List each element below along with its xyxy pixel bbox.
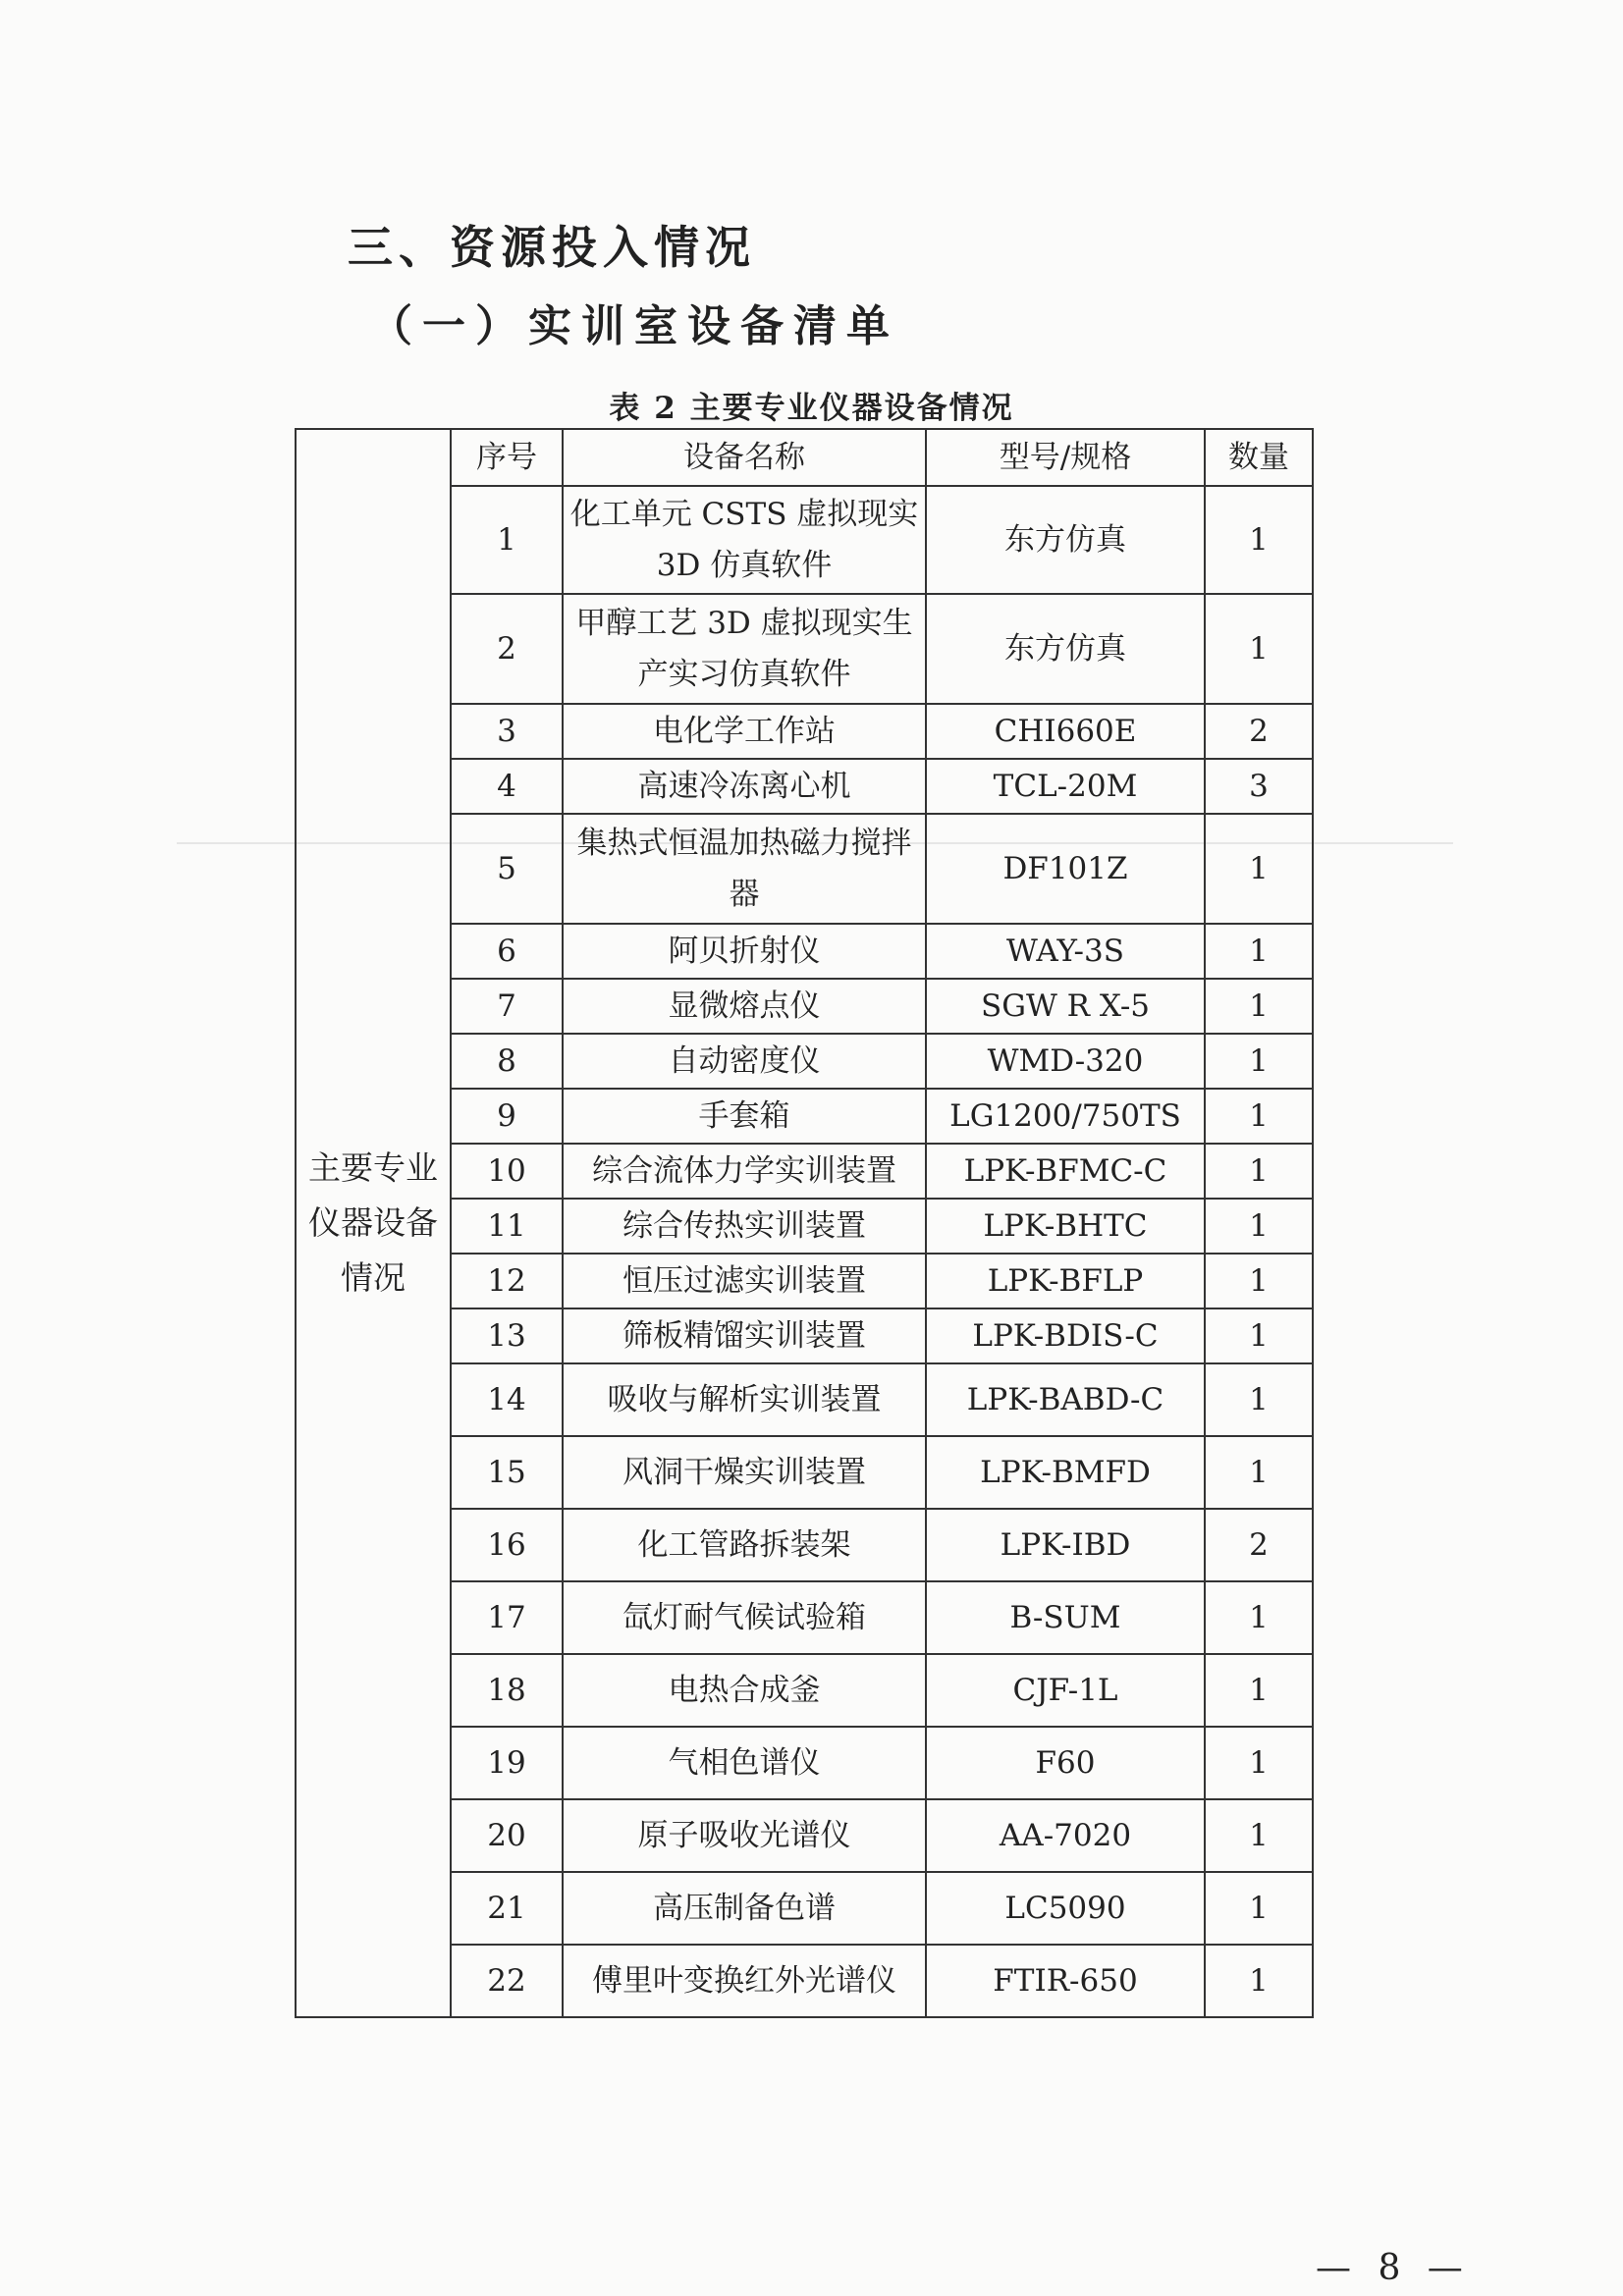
equipment-name: 综合流体力学实训装置 [563, 1144, 926, 1199]
quantity: 1 [1205, 1089, 1313, 1144]
model-spec: LG1200/750TS [926, 1089, 1205, 1144]
model-spec: F60 [926, 1727, 1205, 1799]
quantity: 1 [1205, 1581, 1313, 1654]
row-number: 13 [451, 1308, 563, 1363]
model-spec: LPK-BABD-C [926, 1363, 1205, 1436]
row-number: 4 [451, 759, 563, 814]
equipment-name: 风洞干燥实训装置 [563, 1436, 926, 1509]
equipment-name: 傅里叶变换红外光谱仪 [563, 1945, 926, 2017]
column-header-qty: 数量 [1205, 429, 1313, 486]
model-spec: CJF-1L [926, 1654, 1205, 1727]
model-spec: CHI660E [926, 704, 1205, 759]
subsection-heading: （一）实训室设备清单 [369, 301, 899, 351]
row-number: 18 [451, 1654, 563, 1727]
model-spec: LPK-BHTC [926, 1199, 1205, 1254]
quantity: 1 [1205, 594, 1313, 704]
quantity: 1 [1205, 1144, 1313, 1199]
model-spec: LPK-BFMC-C [926, 1144, 1205, 1199]
equipment-name: 集热式恒温加热磁力搅拌器 [563, 814, 926, 924]
quantity: 1 [1205, 1436, 1313, 1509]
equipment-name: 阿贝折射仪 [563, 924, 926, 979]
equipment-name: 甲醇工艺 3D 虚拟现实生产实习仿真软件 [563, 594, 926, 704]
column-header-model: 型号/规格 [926, 429, 1205, 486]
model-spec: LPK-BMFD [926, 1436, 1205, 1509]
quantity: 1 [1205, 1199, 1313, 1254]
model-spec: LC5090 [926, 1872, 1205, 1945]
quantity: 1 [1205, 1363, 1313, 1436]
model-spec: AA-7020 [926, 1799, 1205, 1872]
equipment-name: 综合传热实训装置 [563, 1199, 926, 1254]
row-number: 12 [451, 1254, 563, 1308]
equipment-name: 电化学工作站 [563, 704, 926, 759]
row-number: 8 [451, 1034, 563, 1089]
equipment-name: 恒压过滤实训装置 [563, 1254, 926, 1308]
row-number: 5 [451, 814, 563, 924]
equipment-name: 化工管路拆装架 [563, 1509, 926, 1581]
row-number: 16 [451, 1509, 563, 1581]
quantity: 1 [1205, 1872, 1313, 1945]
model-spec: SGW R X-5 [926, 979, 1205, 1034]
equipment-name: 气相色谱仪 [563, 1727, 926, 1799]
row-number: 11 [451, 1199, 563, 1254]
equipment-name: 电热合成釜 [563, 1654, 926, 1727]
quantity: 1 [1205, 979, 1313, 1034]
section-heading: 三、资源投入情况 [348, 221, 756, 274]
row-number: 19 [451, 1727, 563, 1799]
model-spec: 东方仿真 [926, 486, 1205, 594]
row-number: 1 [451, 486, 563, 594]
quantity: 1 [1205, 1034, 1313, 1089]
model-spec: TCL-20M [926, 759, 1205, 814]
quantity: 2 [1205, 1509, 1313, 1581]
equipment-name: 手套箱 [563, 1089, 926, 1144]
quantity: 1 [1205, 1945, 1313, 2017]
row-number: 2 [451, 594, 563, 704]
quantity: 3 [1205, 759, 1313, 814]
model-spec: 东方仿真 [926, 594, 1205, 704]
table-header-row [296, 429, 1313, 486]
row-number: 15 [451, 1436, 563, 1509]
column-header-name: 设备名称 [563, 429, 926, 486]
quantity: 1 [1205, 486, 1313, 594]
row-number: 10 [451, 1144, 563, 1199]
model-spec: DF101Z [926, 814, 1205, 924]
row-number: 7 [451, 979, 563, 1034]
equipment-name: 自动密度仪 [563, 1034, 926, 1089]
model-spec: WAY-3S [926, 924, 1205, 979]
row-number: 21 [451, 1872, 563, 1945]
quantity: 1 [1205, 1254, 1313, 1308]
category-cell: 主要专业 仪器设备 情况 [296, 429, 451, 2017]
model-spec: LPK-BFLP [926, 1254, 1205, 1308]
quantity: 1 [1205, 1654, 1313, 1727]
row-number: 9 [451, 1089, 563, 1144]
row-number: 3 [451, 704, 563, 759]
row-number: 6 [451, 924, 563, 979]
model-spec: LPK-IBD [926, 1509, 1205, 1581]
row-number: 17 [451, 1581, 563, 1654]
equipment-name: 筛板精馏实训装置 [563, 1308, 926, 1363]
equipment-name: 原子吸收光谱仪 [563, 1799, 926, 1872]
quantity: 1 [1205, 814, 1313, 924]
quantity: 2 [1205, 704, 1313, 759]
model-spec: WMD-320 [926, 1034, 1205, 1089]
model-spec: LPK-BDIS-C [926, 1308, 1205, 1363]
equipment-table [295, 428, 1314, 2018]
equipment-name: 高压制备色谱 [563, 1872, 926, 1945]
quantity: 1 [1205, 924, 1313, 979]
page-number: — 8 — [1316, 2248, 1471, 2288]
equipment-name: 显微熔点仪 [563, 979, 926, 1034]
quantity: 1 [1205, 1308, 1313, 1363]
row-number: 14 [451, 1363, 563, 1436]
row-number: 20 [451, 1799, 563, 1872]
model-spec: B-SUM [926, 1581, 1205, 1654]
quantity: 1 [1205, 1727, 1313, 1799]
equipment-name: 氙灯耐气候试验箱 [563, 1581, 926, 1654]
column-header-seq: 序号 [451, 429, 563, 486]
equipment-name: 化工单元 CSTS 虚拟现实 3D 仿真软件 [563, 486, 926, 594]
table-caption: 表 2 主要专业仪器设备情况 [609, 391, 1014, 426]
quantity: 1 [1205, 1799, 1313, 1872]
model-spec: FTIR-650 [926, 1945, 1205, 2017]
equipment-name: 吸收与解析实训装置 [563, 1363, 926, 1436]
equipment-name: 高速冷冻离心机 [563, 759, 926, 814]
row-number: 22 [451, 1945, 563, 2017]
